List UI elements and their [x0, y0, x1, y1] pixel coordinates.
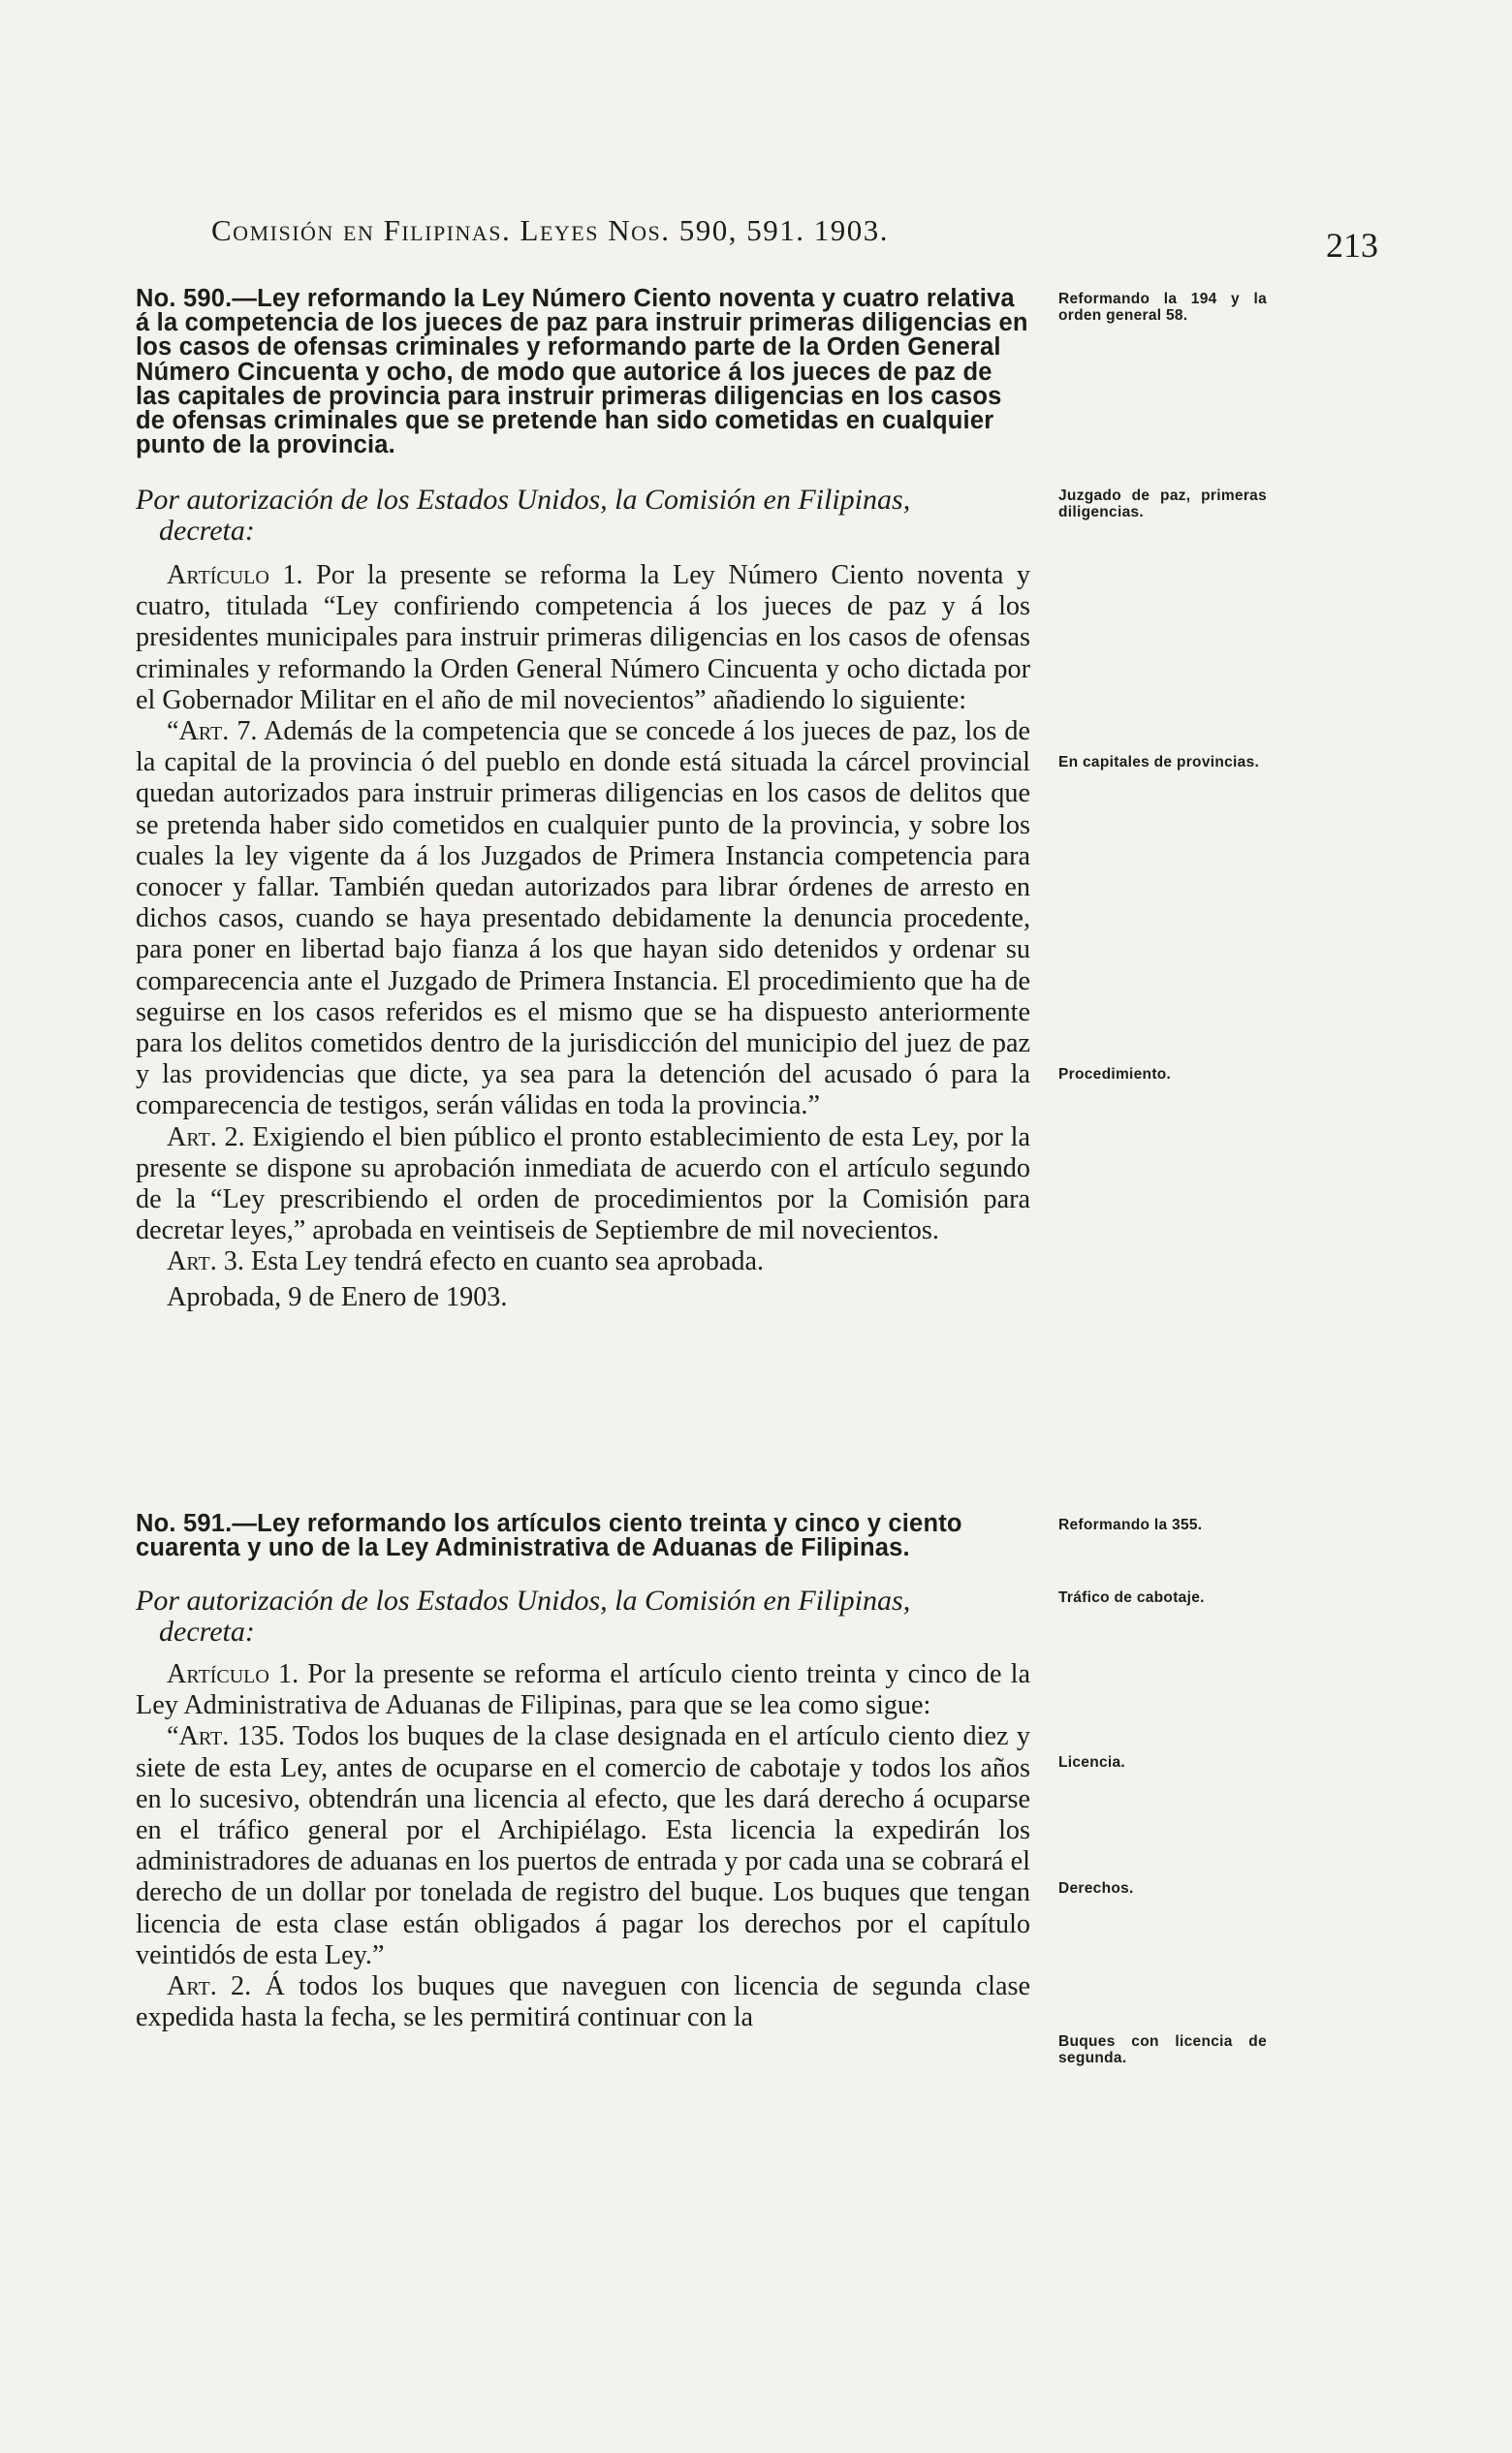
enacting-clause-text: Por autorización de los Estados Unidos, la Comisión en Filipinas,	[136, 484, 911, 516]
page-number: 213	[1326, 226, 1378, 265]
margin-note: Licencia.	[1058, 1754, 1126, 1771]
margin-note: Reformando la 194 y la orden general 58.	[1058, 291, 1267, 324]
article-text: Á todos los buques que naveguen con licencia de segunda clase expedida hasta la fecha, se les permitirá continuar con la	[136, 1971, 1030, 2033]
margin-note: Derechos.	[1058, 1880, 1134, 1897]
enacting-clause-text: Por autorización de los Estados Unidos, la Comisión en Filipinas,	[136, 1585, 911, 1617]
margin-note: Buques con licencia de segunda.	[1058, 2033, 1267, 2066]
article-2	[136, 1971, 1030, 2033]
law-590-title	[136, 287, 1030, 457]
article-text: Esta Ley tendrá efecto en cuanto sea aprobada.	[251, 1246, 765, 1277]
margin-note: Procedimiento.	[1058, 1066, 1172, 1083]
article-1	[136, 1659, 1030, 1721]
margin-note: Tráfico de cabotaje.	[1058, 1589, 1205, 1606]
article-text: Además de la competencia que se concede á los jueces de paz, los de la capital de la provincia ó del pueblo en donde está situada la cárcel provincial quedan autorizados para instruir primeras diligencias en los casos de delitos que se pretenda haber sido cometidos en cualquier punto de la provincia, y sobre los cuales la ley vigente da á los Juzgados de Primera Instancia competencia para conocer y fallar. También quedan autorizados para librar órdenes de arresto en dichos casos, cuando se haya presentado debidamente la denuncia procedente, para poner en libertad bajo fianza á los que hayan sido detenidos y ordenar su comparecencia ante el Juzgado de Primera Instancia. El procedimiento que ha de seguirse en los casos referidos es el mismo que se ha dispuesto anteriormente para los delitos cometidos dentro de la jurisdicción del municipio del juez de paz y las providencias que dicte, ya sea para la detención del acusado ó para la comparecencia de testigos, serán válidas en toda la provincia.”	[136, 716, 1030, 1121]
approval-date: Aprobada, 9 de Enero de 1903.	[167, 1281, 508, 1312]
article-2	[136, 1122, 1030, 1247]
margin-note: En capitales de provincias.	[1058, 754, 1260, 770]
article-label: Art. 2.	[167, 1121, 245, 1152]
article-label: Artículo 1.	[167, 560, 303, 590]
article-text: Todos los buques de la clase designada en el artículo ciento diez y siete de esta Ley, antes de ocuparse en el comercio de cabotaje y todos los años en lo sucesivo, obtendrán una licencia al efecto, que les dará derecho á ocuparse en el tráfico general por el Archipiélago. Esta licencia la expedirán los administradores de aduanas en los puertos de entrada y por cada una se cobrará el derecho de un dollar por tonelada de registro del buque. Los buques que tengan licencia de esta clase están obligados á pagar los derechos por el capítulo veintidós de esta Ley.”	[136, 1721, 1030, 1970]
law-591-title-text: No. 591.—Ley reformando los artículos ciento treinta y cinco y ciento cuarenta y uno de la Ley Administrativa de Aduanas de Filipinas.	[136, 1510, 962, 1562]
article-text: Por la presente se reforma el artículo ciento treinta y cinco de la Ley Administrativa de Aduanas de Filipinas, para que se lea como sigue:	[136, 1659, 1030, 1721]
article-label: “Art. 7.	[167, 716, 258, 747]
margin-note: Reformando la 355.	[1058, 1517, 1203, 1533]
margin-note: Juzgado de paz, primeras diligencias.	[1058, 487, 1267, 520]
article-label: Artículo 1.	[167, 1659, 299, 1689]
article-label: Art. 3.	[167, 1246, 244, 1277]
article-7	[136, 716, 1030, 1122]
article-135	[136, 1721, 1030, 1971]
article-text: Exigiendo el bien público el pronto establecimiento de esta Ley, por la presente se dispone su aprobación inmediata de acuerdo con el artículo segundo de la “Ley prescribiendo el orden de procedimientos por la Comisión para decretar leyes,” aprobada en veintiseis de Septiembre de mil novecientos.	[136, 1121, 1030, 1246]
law-591-enacting-clause	[136, 1586, 1030, 1648]
law-590-title-text: No. 590.—Ley reformando la Ley Número Ciento noventa y cuatro relativa á la competencia de los jueces de paz para instruir primeras diligencias en los casos de ofensas criminales y reformando parte de la Orden General Número Cincuenta y ocho, de modo que autorice á los jueces de paz de las capitales de provincia para instruir primeras diligencias en los casos de ofensas criminales que se pretende han sido cometidas en cualquier punto de la provincia.	[136, 285, 1028, 459]
decreta-label: decreta:	[159, 515, 255, 547]
article-3	[136, 1246, 1030, 1277]
law-591-title	[136, 1512, 1030, 1560]
article-label: Art. 2.	[167, 1971, 252, 2002]
decreta-label: decreta:	[159, 1616, 255, 1648]
law-590-body	[136, 560, 1030, 1313]
article-label: “Art. 135.	[167, 1721, 286, 1752]
law-591-body	[136, 1659, 1030, 2033]
law-590-enacting-clause	[136, 485, 1030, 547]
article-1	[136, 560, 1030, 716]
running-header: Comisión en Filipinas. Leyes Nos. 590, 591. 1903.	[211, 213, 889, 247]
article-text: Por la presente se reforma la Ley Número Ciento noventa y cuatro, titulada “Ley confiriendo competencia á los jueces de paz y á los presidentes municipales para instruir primeras diligencias en los casos de ofensas criminales y reformando la Orden General Número Cincuenta y ocho dictada por el Gobernador Militar en el año de mil novecientos” añadiendo lo siguiente:	[136, 560, 1030, 715]
